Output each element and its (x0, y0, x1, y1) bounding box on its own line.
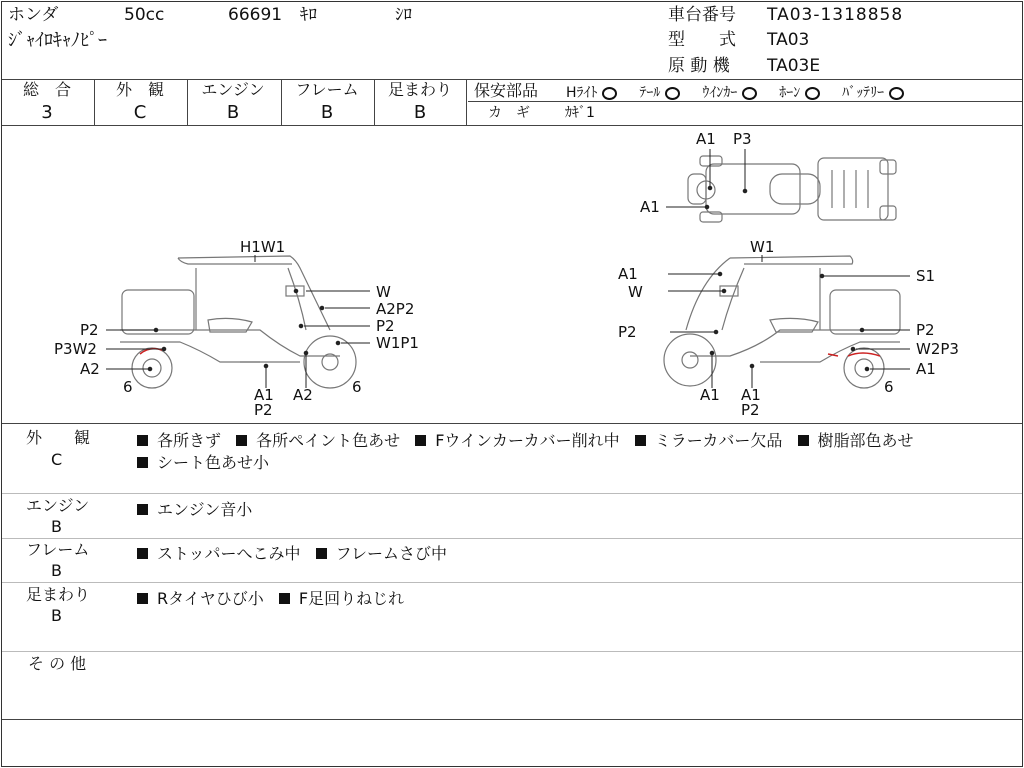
note-exterior-label: 外 観 (26, 428, 91, 447)
grade-suspension-value: B (413, 102, 427, 123)
bullet-icon (137, 548, 148, 559)
bullet-icon (137, 457, 148, 468)
bullet-icon (137, 504, 148, 515)
diagram-label: A1 (618, 265, 638, 283)
diagram-label: P2 (254, 401, 273, 419)
bullet-icon (137, 435, 148, 446)
note-item: フレームさび中 (335, 544, 447, 563)
diagram-label: A2 (80, 360, 100, 378)
diagram-label: A1 (700, 386, 720, 404)
diagram-label: W (376, 283, 391, 301)
divider (466, 79, 467, 125)
note-item: 各所ペイント色あせ (256, 431, 401, 450)
damage-diagram (0, 126, 1024, 424)
diagram-group (106, 149, 910, 388)
note-item: ミラーカバー欠品 (654, 431, 783, 450)
ok-circle-icon (665, 87, 680, 100)
diagram-label: P3 (733, 130, 752, 148)
color: ｼﾛ (395, 5, 412, 25)
diagram-label: A1 (254, 386, 274, 404)
note-item: Fウインカーカバー削れ中 (435, 431, 620, 450)
note-item: 各所きず (157, 431, 222, 450)
diagram-label: A2 (293, 386, 313, 404)
note-exterior-line-2 (137, 450, 279, 473)
note-suspension-grade: B (51, 606, 62, 625)
note-engine-label: エンジン (26, 496, 90, 515)
diagram-label: P3W2 (54, 340, 97, 358)
grade-frame-label: フレーム (295, 80, 359, 99)
note-frame-label: フレーム (26, 540, 90, 559)
safety-item-headlight: Hﾗｲﾄ (566, 85, 598, 101)
mileage: 66691 (228, 5, 283, 25)
diagram-label: A1 (916, 360, 936, 378)
note-item: F足回りねじれ (298, 589, 405, 608)
diagram-label: 6 (352, 378, 362, 396)
safety-items (566, 82, 904, 102)
divider (2, 423, 1022, 424)
note-item: ストッパーへこみ中 (157, 544, 301, 563)
diagram-label: 6 (123, 378, 133, 396)
scooter-top-view (688, 156, 896, 222)
grade-engine-value: B (226, 102, 240, 123)
safety-item-tail: ﾃｰﾙ (639, 85, 661, 101)
note-item: エンジン音小 (157, 500, 253, 519)
grade-frame-value: B (320, 102, 334, 123)
diagram-label: P2 (916, 321, 935, 339)
diagram-label: S1 (916, 267, 936, 285)
scooter-left-view (120, 256, 356, 388)
grade-exterior-value: C (133, 102, 147, 123)
grade-engine-label: エンジン (201, 80, 265, 99)
model-name: ｼﾞｬｲﾛｷｬﾉﾋﾟｰ (8, 30, 107, 51)
ok-circle-icon (742, 87, 757, 100)
model-label: 型 式 (668, 30, 736, 50)
divider (2, 493, 1022, 494)
grade-overall-label: 総 合 (22, 80, 71, 99)
grade-exterior-label: 外 観 (115, 80, 164, 99)
ok-circle-icon (889, 87, 904, 100)
note-frame-line-1 (137, 541, 457, 564)
key-value: ｶｷﾞ1 (565, 105, 595, 121)
diagram-label: 6 (884, 378, 894, 396)
note-suspension-line-1 (137, 586, 414, 609)
chassis-value: TA03-1318858 (767, 5, 904, 25)
grade-overall-value: 3 (41, 102, 53, 123)
key-label: カ ギ (488, 105, 530, 121)
note-engine-line-1 (137, 497, 262, 520)
safety-label: 保安部品 (474, 81, 539, 100)
safety-item-winker: ｳｲﾝｶｰ (702, 85, 738, 101)
divider (2, 719, 1022, 720)
diagram-label: A2P2 (376, 300, 415, 318)
diagram-label: H1W1 (240, 238, 286, 256)
bullet-icon (316, 548, 327, 559)
note-item: シート色あせ小 (157, 453, 270, 472)
bullet-icon (415, 435, 426, 446)
diagram-group (140, 349, 880, 356)
note-exterior-grade: C (51, 450, 63, 469)
note-exterior-line-1 (137, 428, 924, 451)
bullet-icon (137, 593, 148, 604)
diagram-label: W2P3 (916, 340, 959, 358)
bullet-icon (798, 435, 809, 446)
mileage-unit: ｷﾛ (300, 5, 317, 25)
displacement: 50cc (124, 5, 165, 25)
diagram-label: W (628, 283, 643, 301)
note-suspension-label: 足まわり (26, 585, 91, 604)
divider (2, 651, 1022, 652)
note-other-label: そ の 他 (28, 654, 87, 673)
chassis-label: 車台番号 (668, 5, 736, 25)
divider (2, 538, 1022, 539)
diagram-label: P2 (741, 401, 760, 419)
bullet-icon (635, 435, 646, 446)
diagram-label: A1 (696, 130, 716, 148)
divider (2, 582, 1022, 583)
diagram-label: P2 (618, 323, 637, 341)
bullet-icon (279, 593, 290, 604)
diagram-group (120, 156, 900, 388)
diagram-label: A1 (640, 198, 660, 216)
safety-item-battery: ﾊﾞｯﾃﾘｰ (842, 85, 885, 101)
engine-label: 原 動 機 (668, 56, 730, 76)
note-item: 樹脂部色あせ (817, 431, 914, 450)
safety-item-horn: ﾎｰﾝ (779, 85, 801, 101)
model-value: TA03 (767, 30, 810, 50)
note-engine-grade: B (51, 517, 62, 536)
note-frame-grade: B (51, 561, 62, 580)
ok-circle-icon (602, 87, 617, 100)
diagram-label: A1 (741, 386, 761, 404)
engine-value: TA03E (767, 56, 821, 76)
grade-suspension-label: 足まわり (387, 80, 452, 99)
maker: ホンダ (8, 5, 59, 25)
diagram-label: W1P1 (376, 334, 419, 352)
bullet-icon (236, 435, 247, 446)
diagram-label: P2 (80, 321, 99, 339)
diagram-label: P2 (376, 317, 395, 335)
note-item: Rタイヤひび小 (157, 589, 264, 608)
diagram-label: W1 (750, 238, 775, 256)
ok-circle-icon (805, 87, 820, 100)
